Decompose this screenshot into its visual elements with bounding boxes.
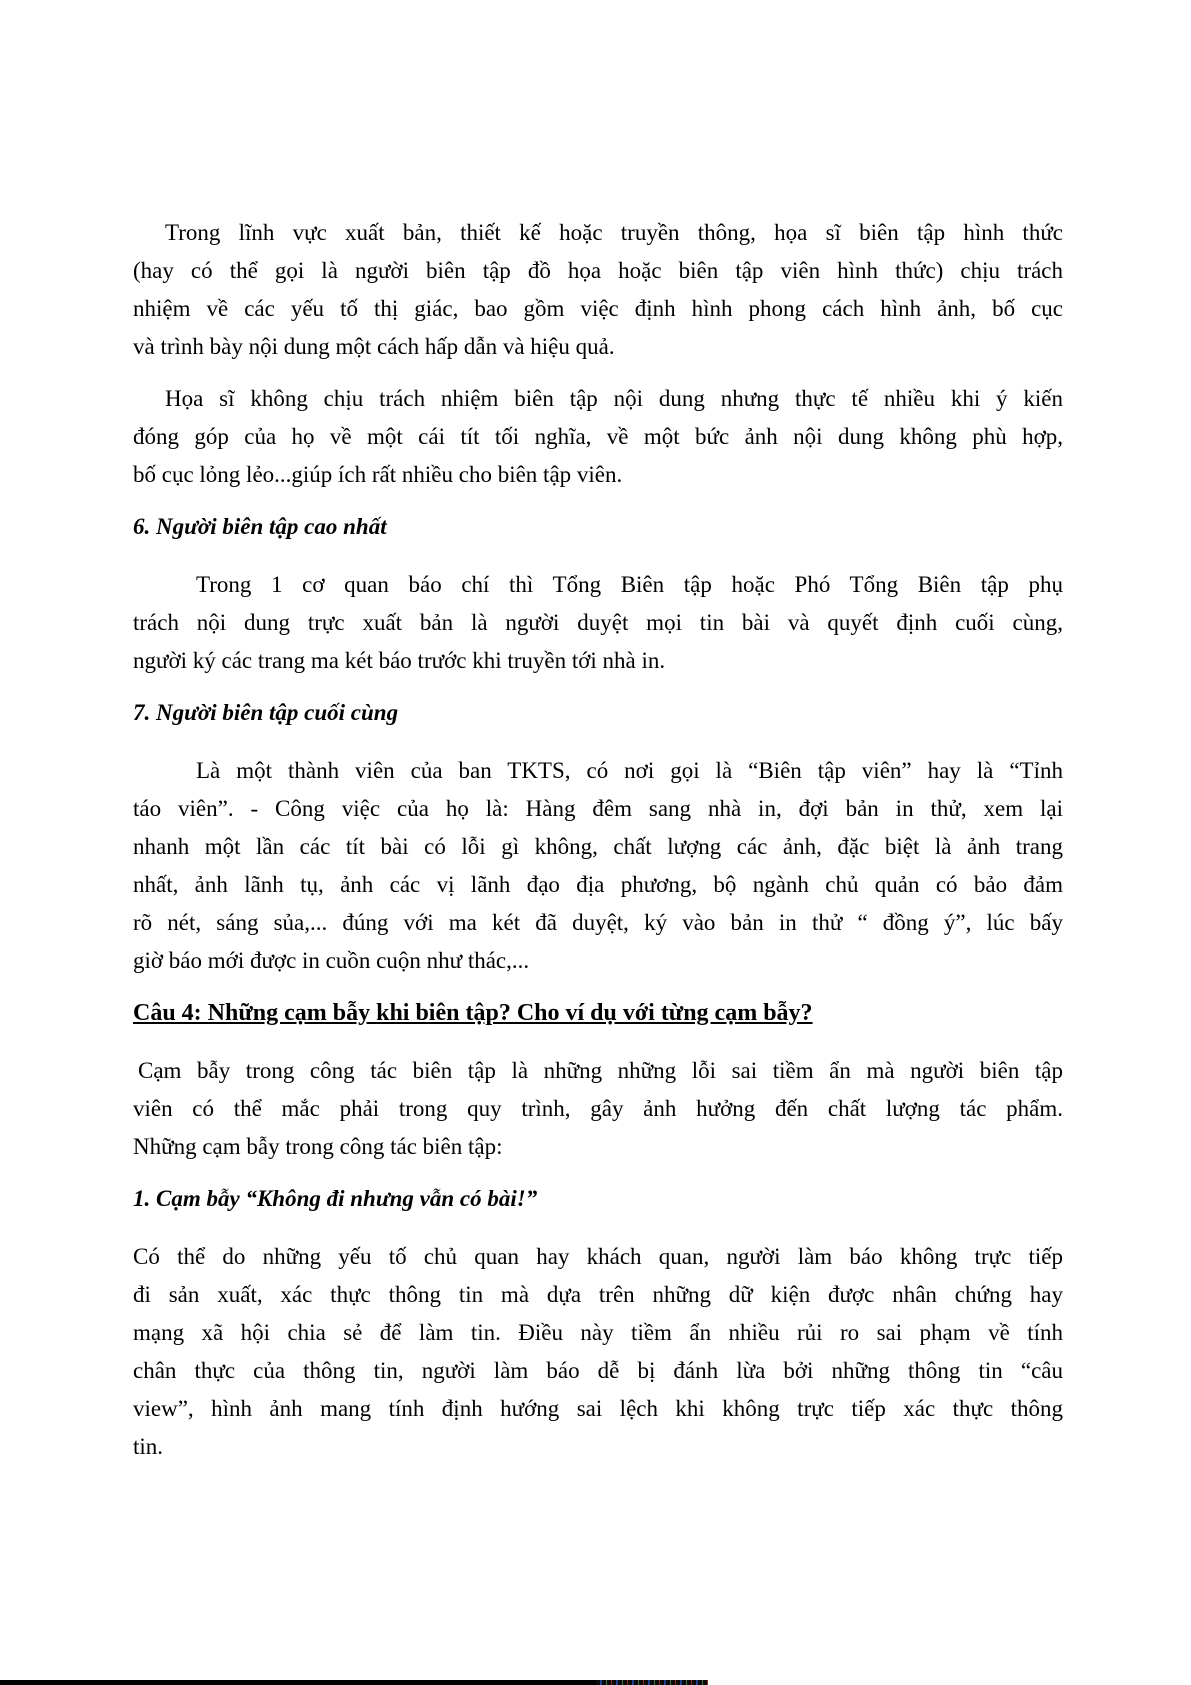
text-line: Cạm bẫy trong công tác biên tập là những những lỗi sai tiềm ẩn mà người biên tập [138, 1058, 1063, 1083]
section-heading-italic: 6. Người biên tập cao nhất [133, 514, 387, 539]
text-line: bố cục lỏng lẻo...giúp ích rất nhiều cho biên tập viên. [133, 462, 623, 487]
text-line: tin. [133, 1434, 164, 1459]
text-line: rõ nét, sáng sủa,... đúng với ma két đã duyệt, ký vào bản in thử “ đồng ý”, lúc bấy [133, 910, 1063, 935]
text-line: mạng xã hội chia sẻ để làm tin. Điều này tiềm ẩn nhiều rủi ro sai phạm về tính [133, 1320, 1063, 1345]
paragraph [133, 1052, 1063, 1166]
text-line: view”, hình ảnh mang tính định hướng sai lệch khi không trực tiếp xác thực thông [133, 1396, 1063, 1421]
bottom-edge-noise [596, 1680, 708, 1685]
paragraph [133, 752, 1063, 980]
bottom-edge-bar [0, 1680, 708, 1685]
text-line: đi sản xuất, xác thực thông tin mà dựa trên những dữ kiện được nhân chứng hay [133, 1282, 1063, 1307]
text-line: táo viên”. - Công việc của họ là: Hàng đêm sang nhà in, đợi bản in thử, xem lại [133, 796, 1063, 821]
paragraph [133, 566, 1063, 680]
text-line: nhiệm về các yếu tố thị giác, bao gồm việc định hình phong cách hình ảnh, bố cục [133, 296, 1063, 321]
text-line: trách nội dung trực xuất bản là người duyệt mọi tin bài và quyết định cuối cùng, [133, 610, 1063, 635]
text-line: giờ báo mới được in cuồn cuộn như thác,... [133, 948, 530, 973]
section-heading-italic: 1. Cạm bẫy “Không đi nhưng vẫn có bài!” [133, 1186, 538, 1211]
text-line: người ký các trang ma két báo trước khi truyền tới nhà in. [133, 648, 666, 673]
text-line: và trình bày nội dung một cách hấp dẫn và hiệu quả. [133, 334, 615, 359]
text-line: Trong lĩnh vực xuất bản, thiết kế hoặc truyền thông, họa sĩ biên tập hình thức [165, 220, 1063, 245]
text-line: Họa sĩ không chịu trách nhiệm biên tập nội dung nhưng thực tế nhiều khi ý kiến [165, 386, 1063, 411]
text-line: (hay có thể gọi là người biên tập đồ họa hoặc biên tập viên hình thức) chịu trách [133, 258, 1063, 283]
paragraph [133, 380, 1063, 494]
text-line: Là một thành viên của ban TKTS, có nơi gọi là “Biên tập viên” hay là “Tỉnh [196, 758, 1063, 783]
text-line: nhanh một lần các tít bài có lỗi gì không, chất lượng các ảnh, đặc biệt là ảnh trang [133, 834, 1063, 859]
section-heading-underlined: Câu 4: Những cạm bẫy khi biên tập? Cho ví dụ với từng cạm bẫy? [133, 1000, 813, 1026]
text-line: Có thể do những yếu tố chủ quan hay khách quan, người làm báo không trực tiếp [133, 1244, 1063, 1269]
text-line: đóng góp của họ về một cái tít tối nghĩa, về một bức ảnh nội dung không phù hợp, [133, 424, 1063, 449]
text-line: Trong 1 cơ quan báo chí thì Tổng Biên tập hoặc Phó Tổng Biên tập phụ [196, 572, 1063, 597]
text-line: viên có thể mắc phải trong quy trình, gây ảnh hưởng đến chất lượng tác phẩm. [133, 1096, 1063, 1121]
text-line: chân thực của thông tin, người làm báo dễ bị đánh lừa bởi những thông tin “câu [133, 1358, 1063, 1383]
text-line: nhất, ảnh lãnh tụ, ảnh các vị lãnh đạo địa phương, bộ ngành chủ quản có bảo đảm [133, 872, 1063, 897]
section-heading-italic: 7. Người biên tập cuối cùng [133, 700, 399, 725]
document-text-body [133, 214, 1063, 1480]
paragraph [133, 1238, 1063, 1466]
text-line: Những cạm bẫy trong công tác biên tập: [133, 1134, 503, 1159]
paragraph [133, 214, 1063, 366]
